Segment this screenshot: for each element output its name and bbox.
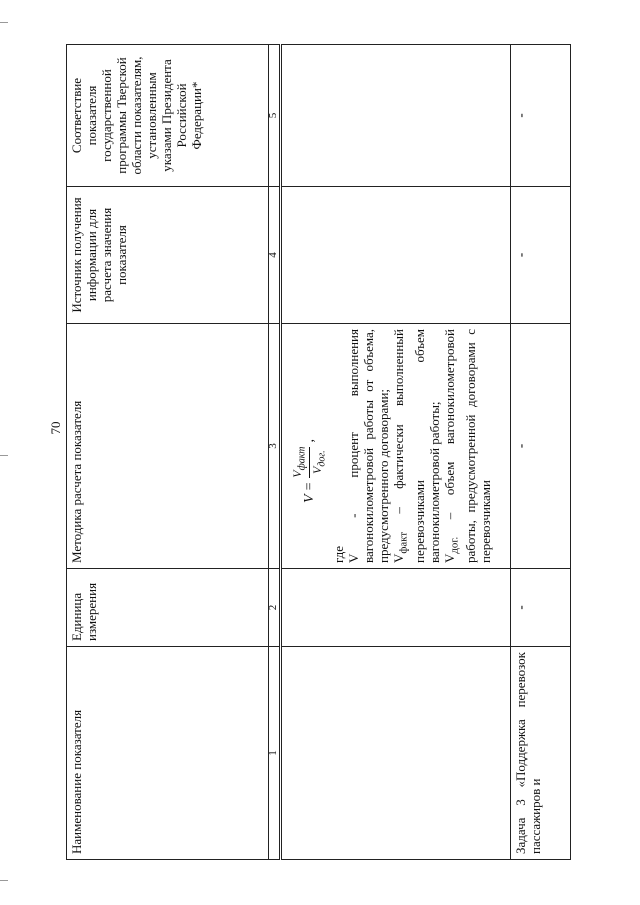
page-number: 70 — [48, 421, 63, 435]
formula-num-sub: факт — [296, 446, 308, 471]
column-number: 2 — [269, 569, 280, 647]
def-text: – объем вагонокилометровой работы, предусмотренной договорами с перевозчиками — [442, 329, 493, 563]
cell-compliance — [280, 45, 510, 187]
formula-tail: , — [302, 439, 318, 443]
column-number: 1 — [269, 647, 280, 860]
table-row — [510, 45, 570, 860]
definition-vdog — [442, 329, 493, 563]
sym-sub: факт — [398, 531, 410, 554]
cell-method — [280, 324, 510, 569]
formula-lhs: V = — [302, 481, 318, 503]
cell-source — [280, 187, 510, 324]
column-number: 3 — [269, 324, 280, 569]
cell-task-name: Задача 3 «Поддержка перевозок пассажиров и — [510, 647, 570, 860]
column-number: 4 — [269, 187, 280, 324]
table-row — [280, 45, 510, 860]
where-label: где — [331, 545, 347, 563]
cell-unit: - — [510, 569, 570, 647]
column-number-row — [269, 45, 280, 860]
header-method: Методика расчета показателя — [67, 324, 269, 569]
header-compliance: Соответствие показателя государственной программы Тверской области показателям, установленным указами Президента Российской Федерации* — [67, 45, 269, 187]
formula-fraction — [290, 447, 330, 478]
table-header-row — [67, 45, 269, 860]
cell-method: - — [510, 324, 570, 569]
header-indicator-name: Наименование показателя — [67, 647, 269, 860]
sym: V — [442, 553, 457, 563]
cell-source: - — [510, 187, 570, 324]
formula — [290, 329, 330, 503]
definition-v: V - процент выполнения вагонокилометровой работы от объема, предусмотренного договорами; — [346, 329, 392, 563]
formula-den-sub: дог. — [316, 450, 328, 467]
rotated-table-wrapper — [66, 45, 571, 860]
margin-tick — [0, 22, 8, 23]
column-number: 5 — [269, 45, 280, 187]
margin-tick — [0, 880, 8, 881]
formula-num: V — [289, 470, 304, 478]
definition-vfact — [391, 329, 442, 563]
sym-sub: дог. — [448, 536, 461, 554]
indicator-table — [66, 44, 571, 860]
cell-compliance: - — [510, 45, 570, 187]
header-unit: Единица измерения — [67, 569, 269, 647]
sym: V — [391, 553, 407, 563]
def-text: – фактически выполненный перевозчиками объем вагонокилометровой работы; — [391, 329, 442, 563]
cell-unit — [280, 569, 510, 647]
header-source: Источник получения информации для расчета значения показателя — [67, 187, 269, 324]
margin-tick — [0, 455, 8, 456]
cell-name — [280, 647, 510, 860]
formula-den: V — [310, 466, 325, 474]
